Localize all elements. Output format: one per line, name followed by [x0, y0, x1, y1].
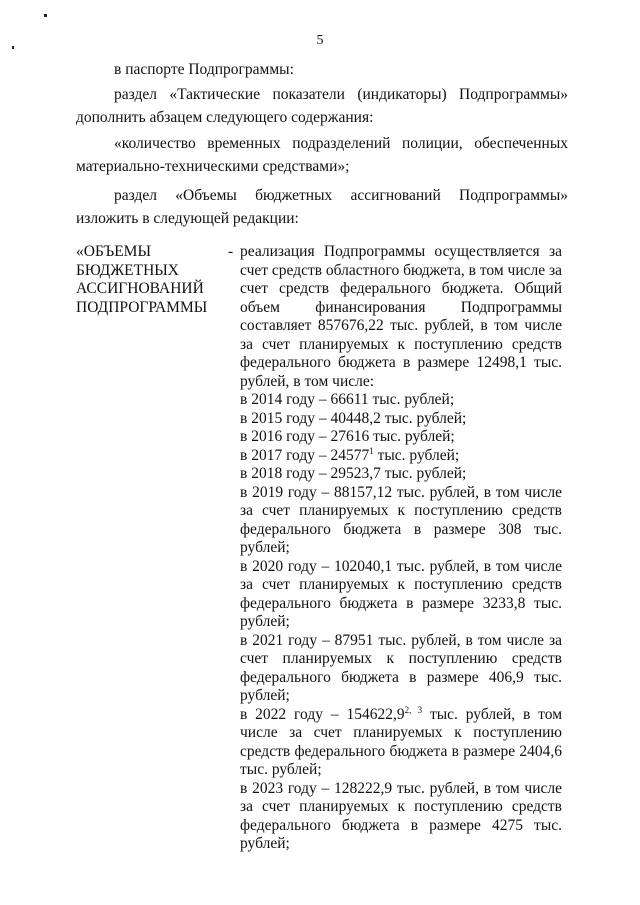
budget-year-2019: в 2019 году – 88157,12 тыс. рублей, в том числе за счет планируемых к поступлению средств федерального бюджета в размере 308 тыс. рублей; — [240, 483, 562, 556]
intro-paragraph-2: раздел «Тактические показатели (индикаторы) Подпрограммы» дополнить абзацем следующего содержания: — [76, 86, 568, 126]
budget-year-2016: в 2016 году – 27616 тыс. рублей; — [240, 428, 455, 445]
budget-year-2014: в 2014 году – 66611 тыс. рублей; — [240, 391, 455, 408]
budget-year-2017: в 2017 году – 24577$^1$ тыс. рублей; — [240, 445, 460, 464]
scan-mark — [44, 14, 47, 17]
budget-year-2018: в 2018 году – 29523,7 тыс. рублей; — [240, 465, 467, 482]
intro-paragraph-4: раздел «Объемы бюджетных ассигнований Подпрограммы» изложить в следующей редакции: — [76, 187, 568, 227]
separator-dash: - — [228, 243, 234, 260]
budget-year-2020: в 2020 году – 102040,1 тыс. рублей, в том числе за счет планируемых к поступлению средств федерального бюджета в размере 3233,8 тыс. рублей; — [240, 557, 562, 630]
budget-year-2021: в 2021 году – 87951 тыс. рублей, в том числе за счет планируемых к поступлению средств федерального бюджета в размере 406,9 тыс. рублей; — [240, 631, 562, 704]
budget-year-2023: в 2023 году – 128222,9 тыс. рублей, в том числе за счет планируемых к поступлению средств федерального бюджета в размере 4275 тыс. рублей; — [240, 779, 562, 852]
budget-year-2015: в 2015 году – 40448,2 тыс. рублей; — [240, 409, 467, 427]
section-label: «ОБЪЕМЫ БЮДЖЕТНЫХ АССИГНОВАНИЙ ПОДПРОГРАММЫ — [76, 243, 208, 316]
budget-lead-text: реализация Подпрограммы осуществляется за счет средств областного бюджета, в том числе за счет средств федерального бюджета. Общий объем финансирования Подпрограммы составляет 857676,22 тыс. рублей, в том числе за счет планируемых к поступлению средств федерального бюджета в размере 12498,1 тыс. рублей, в том числе: — [240, 243, 562, 390]
footnote-ref: 1 — [369, 445, 374, 456]
budget-details — [240, 243, 562, 854]
intro-paragraph-1: в паспорте Подпрограммы: — [114, 61, 294, 78]
intro-paragraph-3: «количество временных подразделений полиции, обеспеченных материально-техническими средствами»; — [76, 135, 568, 175]
footnote-ref: 2, 3 — [404, 704, 423, 715]
budget-year-2022: в 2022 году – 154622,9$^{2, 3}$ тыс. рублей, в том числе за счет планируемых к поступлению средств федерального бюджета в размере 2404,6 тыс. рублей; — [240, 704, 563, 778]
page-number: 5 — [316, 33, 324, 48]
